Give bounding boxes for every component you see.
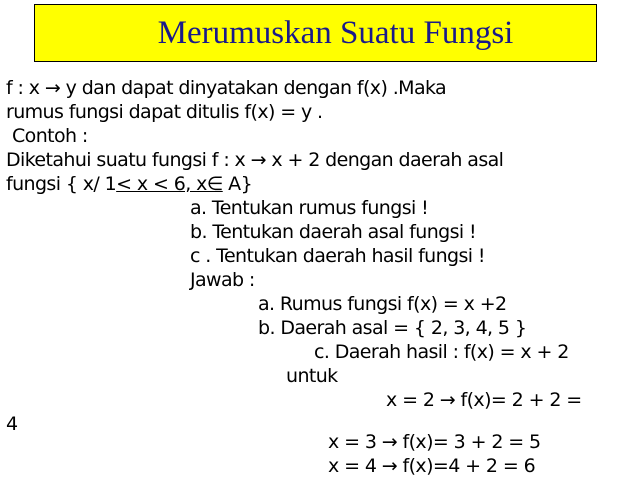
text-line-domain-set [6,172,252,196]
text-line-example-label: Contoh : [12,125,88,147]
text-line-example-statement: Diketahui suatu fungsi f : x → x + 2 dengan daerah asal [6,149,504,171]
calc-row-x2: x = 2 → f(x)= 2 + 2 = [386,389,582,411]
domain-set-range: < x < 6, x∈ [116,173,223,195]
calc-row-x4: x = 4 → f(x)=4 + 2 = 6 [328,455,536,477]
domain-set-start: fungsi { x/ 1 [6,173,117,195]
question-c: c . Tentukan daerah hasil fungsi ! [190,245,485,267]
text-line-formula: rumus fungsi dapat ditulis f(x) = y . [6,101,323,123]
domain-set-end: A} [222,173,253,195]
calc-row-x2-result: 4 [6,413,18,435]
calc-row-x3: x = 3 → f(x)= 3 + 2 = 5 [328,431,541,453]
answer-c: c. Daerah hasil : f(x) = x + 2 [314,341,569,363]
question-a: a. Tentukan rumus fungsi ! [190,197,429,219]
question-b: b. Tentukan daerah asal fungsi ! [190,221,477,243]
answer-c-for: untuk [286,365,338,387]
title-box [34,4,597,62]
answer-b: b. Daerah asal = { 2, 3, 4, 5 } [258,317,527,339]
text-line-definition: f : x → y dan dapat dinyatakan dengan f(x) .Maka [6,77,447,99]
answer-label: Jawab : [190,269,255,291]
answer-a: a. Rumus fungsi f(x) = x +2 [258,293,507,315]
slide-title: Merumuskan Suatu Fungsi [157,14,514,51]
